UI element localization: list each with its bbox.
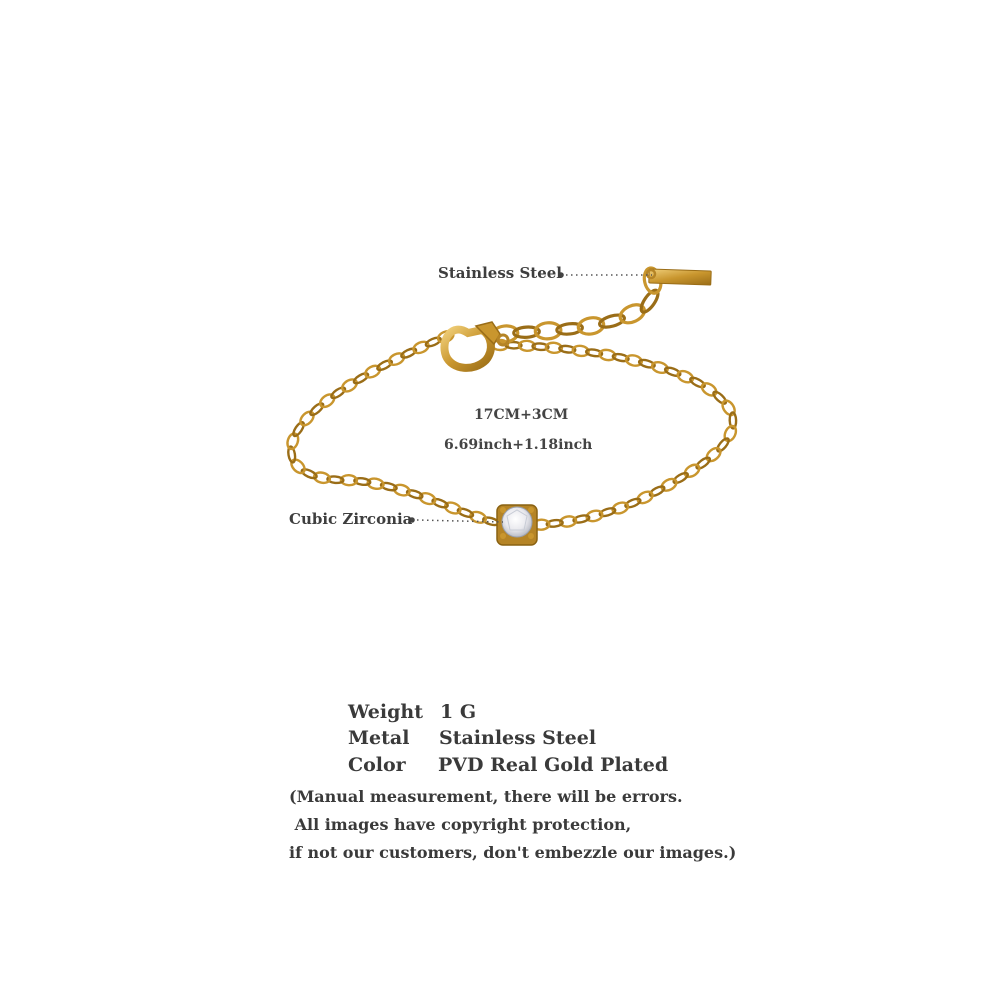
size-inch-label: 6.69inch+1.18inch <box>444 437 593 453</box>
chain-link <box>672 471 689 485</box>
chain-link <box>318 392 337 410</box>
spec-key: Metal <box>348 727 410 749</box>
chain-link <box>289 457 307 475</box>
spec-value: 1 G <box>440 701 477 723</box>
size-cm-label: 17CM+3CM <box>474 407 569 423</box>
chain-link <box>298 409 316 427</box>
chain-link <box>695 456 712 471</box>
cubic-zirconia-pendant <box>497 505 537 545</box>
chain-link <box>352 371 369 385</box>
chain-link <box>689 376 706 389</box>
spec-row-color <box>348 754 669 776</box>
bracelet-chain <box>286 329 739 530</box>
spec-row-weight <box>348 701 477 723</box>
chain-link <box>291 421 305 438</box>
chain-link <box>700 381 719 398</box>
spec-row-metal <box>348 727 597 749</box>
cubic-zirconia-callout: Cubic Zirconia <box>289 510 413 528</box>
callout-leader-stainless <box>558 272 652 278</box>
disclaimer-line-3: if not our customers, don't embezzle our images.) <box>289 843 737 862</box>
spec-value: Stainless Steel <box>439 727 597 749</box>
chain-link <box>704 446 723 464</box>
spec-key: Weight <box>348 701 423 723</box>
chain-link <box>309 402 325 417</box>
spec-value: PVD Real Gold Plated <box>438 754 669 776</box>
disclaimer-line-1: (Manual measurement, there will be errors. <box>289 787 683 806</box>
spec-key: Color <box>348 754 406 776</box>
chain-link <box>715 437 730 453</box>
chain-link <box>712 390 728 406</box>
disclaimer-line-2: All images have copyright protection, <box>289 815 632 834</box>
end-tag-plate <box>647 269 711 285</box>
stainless-steel-callout: Stainless Steel <box>438 264 562 282</box>
chain-link <box>330 386 347 400</box>
